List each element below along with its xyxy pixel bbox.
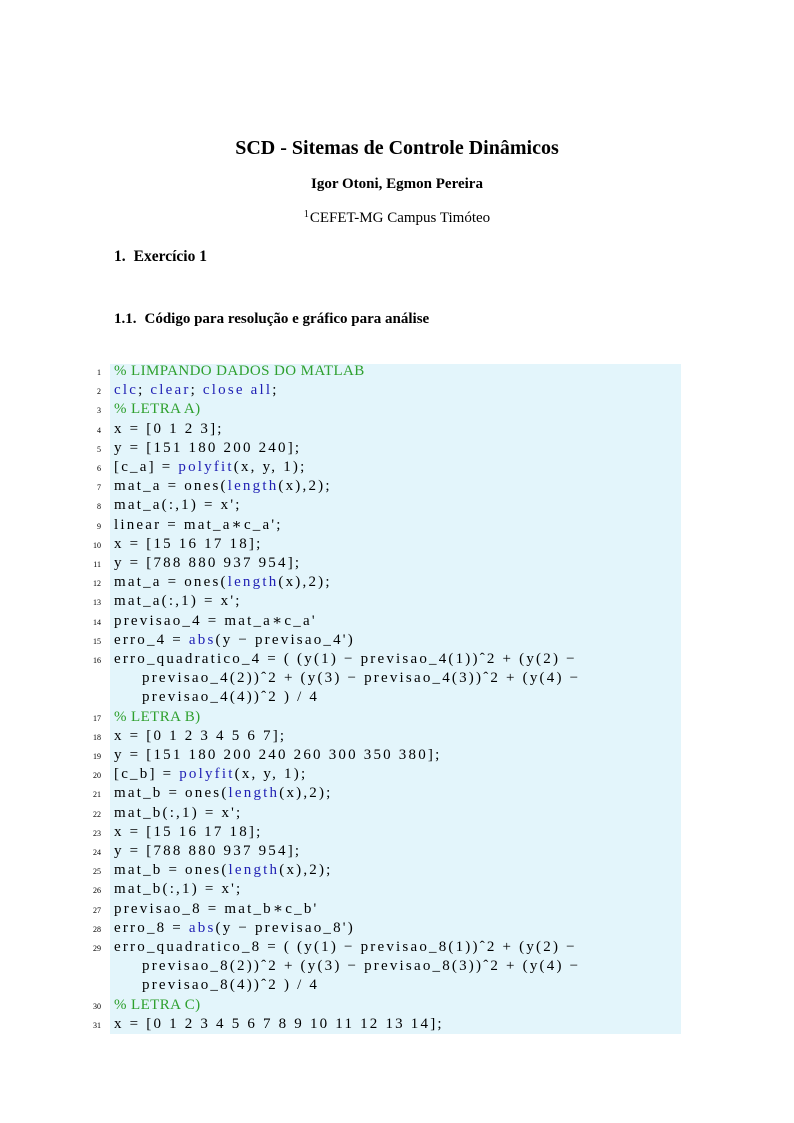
code-token: [c_a] = xyxy=(114,459,179,475)
code-text xyxy=(114,765,307,784)
line-number: 4 xyxy=(97,425,101,435)
line-number: 3 xyxy=(97,406,101,416)
code-text xyxy=(114,919,355,938)
code-text xyxy=(114,804,242,823)
line-number: 31 xyxy=(93,1020,101,1030)
code-keyword: polyfit xyxy=(179,766,235,783)
line-number: 5 xyxy=(97,444,101,454)
code-token: mat_a = ones( xyxy=(114,574,228,591)
code-text xyxy=(114,477,332,496)
code-text xyxy=(114,612,317,631)
line-number: 17 xyxy=(93,713,101,723)
affiliation-mark: 1 xyxy=(303,209,309,220)
code-token: mat_a = ones( xyxy=(114,478,228,495)
code-comment: % LIMPANDO DADOS DO MATLAB xyxy=(114,363,365,379)
line-number: 28 xyxy=(93,924,101,934)
code-token: (x),2); xyxy=(279,862,333,879)
code-token: (y − previsao_8') xyxy=(215,919,355,936)
code-token: x = [15 16 17 18]; xyxy=(114,823,263,840)
line-number: 14 xyxy=(93,617,101,627)
code-text xyxy=(114,554,301,573)
code-text xyxy=(114,900,318,919)
code-token: y = [151 180 200 240 260 300 350 380]; xyxy=(114,747,442,763)
code-token: y = [788 880 937 954]; xyxy=(114,843,302,859)
code-text xyxy=(142,976,319,995)
code-text xyxy=(114,439,301,458)
code-text xyxy=(114,823,262,842)
code-text xyxy=(114,842,301,861)
code-token: y = [788 880 937 954]; xyxy=(114,555,302,571)
code-token: ; xyxy=(272,382,279,399)
code-keyword: abs xyxy=(188,919,216,936)
code-token: previsao_8(4))ˆ2 ) / 4 xyxy=(142,977,320,994)
code-text xyxy=(114,535,262,554)
code-token: (x),2); xyxy=(278,574,332,591)
line-number: 16 xyxy=(93,656,101,665)
code-token: ; xyxy=(138,382,151,399)
code-token: erro_quadratico_4 = ( (y(1) − previsao_4(1))ˆ2 + (y(2) − xyxy=(114,651,577,667)
code-text xyxy=(114,400,201,419)
code-text xyxy=(114,938,577,957)
code-token: erro_4 = xyxy=(114,631,189,648)
code-token: mat_b(:,1) = x'; xyxy=(114,881,243,898)
code-keyword: abs xyxy=(188,631,216,648)
code-token: mat_a(:,1) = x'; xyxy=(114,593,242,610)
code-token: [c_b] = xyxy=(114,766,180,783)
line-number: 21 xyxy=(93,790,101,800)
code-text xyxy=(114,381,279,400)
code-text xyxy=(114,861,333,880)
code-text xyxy=(114,1015,444,1034)
line-number: 13 xyxy=(93,598,101,608)
code-text xyxy=(114,631,355,650)
code-token: x = [0 1 2 3 4 5 6 7 8 9 10 11 12 13 14]; xyxy=(114,1015,444,1032)
code-text xyxy=(114,516,283,535)
code-token: x = [0 1 2 3]; xyxy=(114,420,224,437)
code-token: (y − previsao_4') xyxy=(215,631,355,648)
code-token: mat_b = ones( xyxy=(114,785,229,802)
line-number: 1 xyxy=(97,368,101,377)
code-text xyxy=(114,496,242,515)
code-keyword: length xyxy=(227,478,279,495)
code-token: mat_a(:,1) = x'; xyxy=(114,497,242,514)
line-number: 9 xyxy=(97,521,101,531)
subsection-number: 1.1. xyxy=(114,311,137,327)
authors: Igor Otoni, Egmon Pereira xyxy=(311,176,483,192)
code-text xyxy=(114,996,201,1015)
code-text xyxy=(114,573,332,592)
code-token: y = [151 180 200 240]; xyxy=(114,439,302,456)
line-number: 10 xyxy=(93,540,101,550)
code-token: (x),2); xyxy=(279,785,333,802)
section-number: 1. xyxy=(114,248,126,265)
code-keyword: polyfit xyxy=(178,459,234,475)
line-number: 24 xyxy=(93,848,101,857)
line-number: 25 xyxy=(93,867,101,877)
code-token: erro_8 = xyxy=(114,919,189,936)
code-token: erro_quadratico_8 = ( (y(1) − previsao_8(1))ˆ2 + (y(2) − xyxy=(114,939,577,955)
code-token: (x, y, 1); xyxy=(234,766,308,783)
code-text xyxy=(142,957,580,976)
line-number: 29 xyxy=(93,944,101,953)
line-number: 8 xyxy=(97,502,101,512)
code-text xyxy=(142,688,319,707)
code-text xyxy=(114,746,441,765)
section-heading xyxy=(114,248,207,266)
line-number: 19 xyxy=(93,752,101,761)
code-text xyxy=(114,727,286,746)
affiliation xyxy=(0,209,794,227)
code-token: x = [0 1 2 3 4 5 6 7]; xyxy=(114,727,287,744)
line-number: 11 xyxy=(93,560,101,569)
line-number: 7 xyxy=(97,483,101,493)
code-token: x = [15 16 17 18]; xyxy=(114,535,263,552)
code-token: previsao_4 = mat_a∗c_a' xyxy=(114,612,317,629)
code-comment: % LETRA C) xyxy=(114,996,201,1013)
code-text xyxy=(114,458,306,477)
line-number: 22 xyxy=(93,809,101,819)
code-token: ; xyxy=(190,382,203,399)
code-text xyxy=(114,784,333,803)
line-number: 2 xyxy=(97,387,101,397)
code-token: previsao_4(4))ˆ2 ) / 4 xyxy=(142,689,320,706)
line-number: 27 xyxy=(93,905,101,915)
code-token: previsao_8(2))ˆ2 + (y(3) − previsao_8(3))ˆ2 + (y(4) − xyxy=(142,958,581,975)
line-number: 23 xyxy=(93,828,101,838)
line-number: 20 xyxy=(93,771,101,781)
code-comment: % LETRA A) xyxy=(114,401,201,418)
code-text xyxy=(114,420,224,439)
code-keyword: length xyxy=(228,785,280,802)
affiliation-text: CEFET-MG Campus Timóteo xyxy=(309,210,491,226)
code-text xyxy=(142,669,580,688)
subsection-title: Código para resolução e gráfico para análise xyxy=(144,311,430,327)
code-token: previsao_4(2))ˆ2 + (y(3) − previsao_4(3))ˆ2 + (y(4) − xyxy=(142,670,581,687)
code-token: linear = mat_a∗c_a'; xyxy=(114,516,283,533)
code-token: previsao_8 = mat_b∗c_b' xyxy=(114,900,319,917)
code-text xyxy=(114,880,242,899)
code-text xyxy=(114,362,365,381)
code-text xyxy=(114,650,577,669)
paper-title: SCD - Sitemas de Controle Dinâmicos xyxy=(235,137,559,159)
line-number: 26 xyxy=(93,886,101,896)
line-number: 12 xyxy=(93,579,101,589)
code-comment: % LETRA B) xyxy=(114,708,201,725)
code-text xyxy=(114,592,242,611)
code-token: mat_b = ones( xyxy=(114,862,229,879)
code-token: (x, y, 1); xyxy=(233,459,307,475)
code-keyword: close all xyxy=(202,382,273,399)
code-keyword: length xyxy=(228,862,280,879)
section-title: Exercício 1 xyxy=(133,248,207,265)
code-token: mat_b(:,1) = x'; xyxy=(114,804,243,821)
code-keyword: clc xyxy=(114,382,139,399)
line-number: 18 xyxy=(93,732,101,742)
line-number: 6 xyxy=(97,464,101,473)
line-number: 15 xyxy=(93,636,101,646)
code-text xyxy=(114,708,201,727)
line-number: 30 xyxy=(93,1001,101,1011)
code-keyword: length xyxy=(227,574,279,591)
subsection-heading xyxy=(114,311,429,328)
code-token: (x),2); xyxy=(278,478,332,495)
code-keyword: clear xyxy=(150,382,191,399)
